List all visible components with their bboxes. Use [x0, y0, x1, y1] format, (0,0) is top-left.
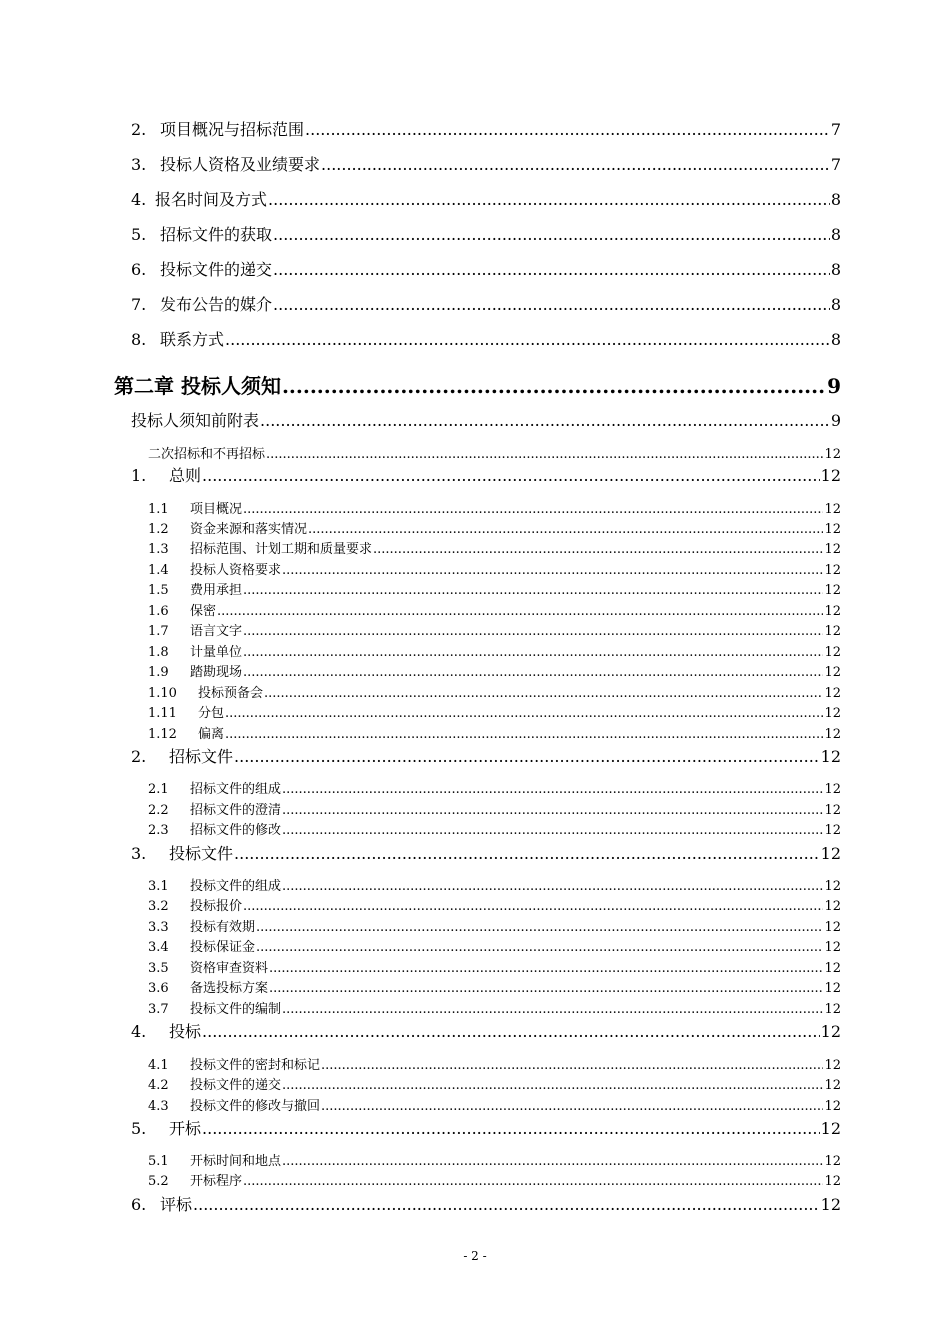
leader-dots — [202, 1022, 820, 1041]
toc-entry[interactable]: 5. 招标文件的获取 ..... 8 — [131, 222, 841, 245]
leader-dots — [243, 665, 823, 680]
leader-dots — [243, 899, 823, 914]
toc-item[interactable]: 4.2 投标文件的递交 ..... 12 — [148, 1074, 841, 1093]
toc-entry[interactable]: 6. 投标文件的递交 ..... 8 — [131, 257, 841, 280]
leader-dots — [243, 502, 823, 517]
toc-item[interactable]: 1.9 踏勘现场 ..... 12 — [148, 661, 841, 680]
leader-dots — [268, 190, 830, 209]
toc-item[interactable]: 5.1 开标时间和地点 ..... 12 — [148, 1150, 841, 1169]
toc-entry[interactable]: 投标人须知前附表 ..... 9 — [131, 408, 841, 431]
toc-item[interactable]: 1.11 分包 ..... 12 — [148, 702, 841, 721]
leader-dots — [217, 604, 823, 619]
leader-dots — [225, 706, 823, 721]
toc-entry[interactable]: 3. 投标人资格及业绩要求 ..... 7 — [131, 152, 841, 175]
toc-section[interactable]: 1. 总则 ..... 12 — [131, 463, 841, 486]
leader-dots — [321, 1058, 823, 1073]
leader-dots — [308, 522, 823, 537]
toc-item[interactable]: 4.1 投标文件的密封和标记 ..... 12 — [148, 1054, 841, 1073]
toc-entry[interactable]: 4. 报名时间及方式 ..... 8 — [131, 187, 841, 210]
toc-chapter[interactable]: 第二章 投标人须知 ..... 9 — [114, 370, 841, 399]
leader-dots — [243, 645, 823, 660]
toc-item[interactable]: 3.1 投标文件的组成 ..... 12 — [148, 875, 841, 894]
toc-item[interactable]: 2.3 招标文件的修改 ..... 12 — [148, 819, 841, 838]
leader-dots — [266, 447, 823, 462]
toc-item[interactable]: 3.2 投标报价 ..... 12 — [148, 895, 841, 914]
leader-dots — [234, 747, 820, 766]
leader-dots — [373, 542, 823, 557]
toc-item[interactable]: 1.1 项目概况 ..... 12 — [148, 498, 841, 517]
leader-dots — [282, 563, 823, 578]
leader-dots — [282, 782, 823, 797]
leader-dots — [282, 803, 823, 818]
leader-dots — [305, 120, 830, 139]
toc-entry[interactable]: 2. 项目概况与招标范围 ..... 7 — [131, 117, 841, 140]
leader-dots — [282, 1002, 823, 1017]
leader-dots — [202, 466, 820, 485]
toc-item[interactable]: 4.3 投标文件的修改与撤回 ..... 12 — [148, 1095, 841, 1114]
toc-item[interactable]: 1.3 招标范围、计划工期和质量要求 ..... 12 — [148, 538, 841, 557]
leader-dots — [234, 844, 820, 863]
toc-section[interactable]: 5. 开标 ..... 12 — [131, 1116, 841, 1139]
leader-dots — [256, 920, 823, 935]
toc-section[interactable]: 6. 评标 ..... 12 — [131, 1192, 841, 1215]
leader-dots — [256, 940, 823, 955]
leader-dots — [225, 330, 830, 349]
toc-section[interactable]: 2. 招标文件 ..... 12 — [131, 744, 841, 767]
leader-dots — [282, 1154, 823, 1169]
toc-item[interactable]: 3.7 投标文件的编制 ..... 12 — [148, 998, 841, 1017]
toc-item[interactable]: 1.6 保密 ..... 12 — [148, 600, 841, 619]
toc-section[interactable]: 4. 投标 ..... 12 — [131, 1019, 841, 1042]
toc-item[interactable]: 2.1 招标文件的组成 ..... 12 — [148, 778, 841, 797]
leader-dots — [282, 374, 826, 398]
leader-dots — [202, 1119, 820, 1138]
leader-dots — [225, 727, 823, 742]
leader-dots — [282, 879, 823, 894]
toc-item[interactable]: 3.3 投标有效期 ..... 12 — [148, 916, 841, 935]
leader-dots — [269, 981, 823, 996]
leader-dots — [243, 1174, 823, 1189]
toc-item[interactable]: 3.6 备选投标方案 ..... 12 — [148, 977, 841, 996]
leader-dots — [282, 1078, 823, 1093]
toc-item[interactable]: 1.10 投标预备会 ..... 12 — [148, 682, 841, 701]
page-number: - 2 - — [463, 1249, 487, 1263]
toc-item[interactable]: 3.5 资格审查资料 ..... 12 — [148, 957, 841, 976]
leader-dots — [321, 155, 830, 174]
toc-item[interactable]: 1.12 偏离 ..... 12 — [148, 723, 841, 742]
leader-dots — [273, 295, 830, 314]
leader-dots — [260, 411, 830, 430]
toc-item[interactable]: 1.8 计量单位 ..... 12 — [148, 641, 841, 660]
toc-item[interactable]: 5.2 开标程序 ..... 12 — [148, 1170, 841, 1189]
toc-item[interactable]: 3.4 投标保证金 ..... 12 — [148, 936, 841, 955]
leader-dots — [243, 624, 823, 639]
leader-dots — [282, 823, 823, 838]
toc-item[interactable]: 1.7 语言文字 ..... 12 — [148, 620, 841, 639]
leader-dots — [264, 686, 823, 701]
toc-entry[interactable]: 8. 联系方式 ..... 8 — [131, 327, 841, 350]
toc-entry[interactable]: 二次招标和不再招标 ..... 12 — [148, 443, 841, 462]
toc-item[interactable]: 2.2 招标文件的澄清 ..... 12 — [148, 799, 841, 818]
toc-item[interactable]: 1.4 投标人资格要求 ..... 12 — [148, 559, 841, 578]
toc-item[interactable]: 1.2 资金来源和落实情况 ..... 12 — [148, 518, 841, 537]
leader-dots — [321, 1099, 823, 1114]
leader-dots — [193, 1195, 820, 1214]
toc-section[interactable]: 3. 投标文件 ..... 12 — [131, 841, 841, 864]
toc-entry[interactable]: 7. 发布公告的媒介 ..... 8 — [131, 292, 841, 315]
toc-item[interactable]: 1.5 费用承担 ..... 12 — [148, 579, 841, 598]
leader-dots — [243, 583, 823, 598]
leader-dots — [273, 225, 830, 244]
leader-dots — [269, 961, 823, 976]
leader-dots — [273, 260, 830, 279]
